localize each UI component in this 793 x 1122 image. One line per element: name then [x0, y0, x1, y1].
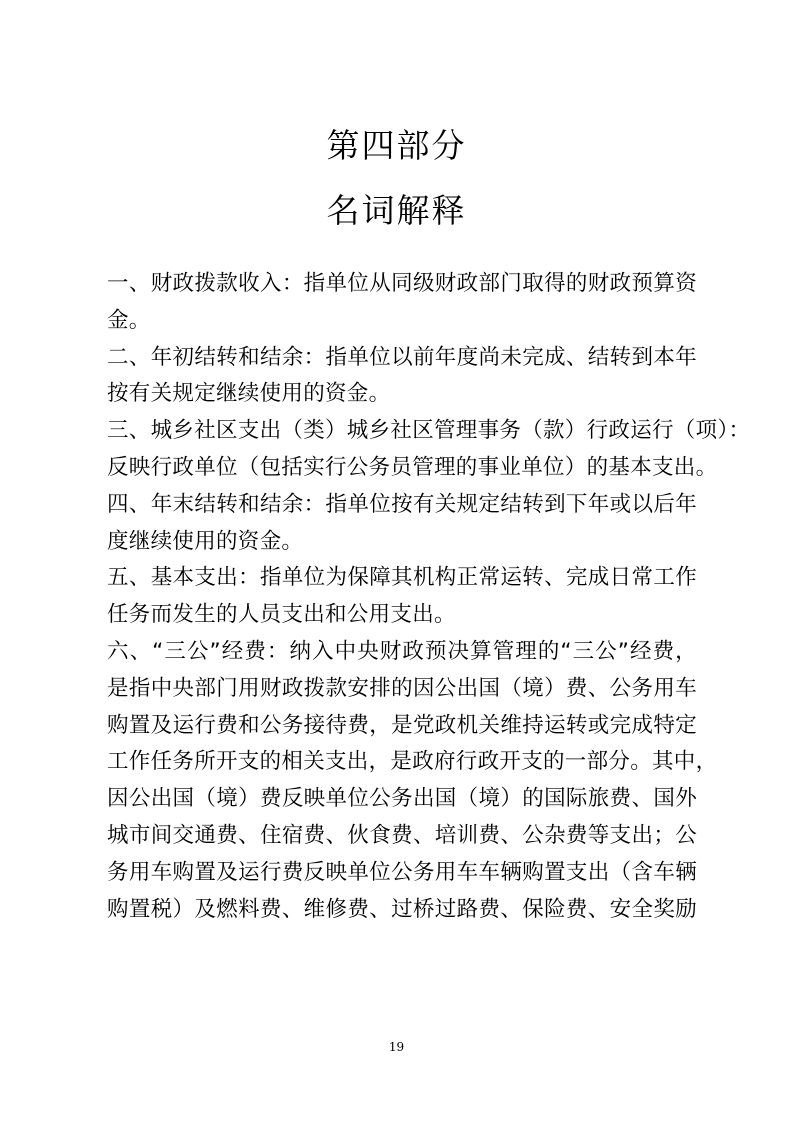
section-title: 名词解释 [326, 191, 467, 231]
text-line: 购置及运行费和公务接待费，是党政机关维持运转或完成特定 [107, 712, 697, 738]
text-line: 四、年末结转和结余：指单位按有关规定结转到下年或以后年 [107, 491, 697, 517]
text-line: 务用车购置及运行费反映单位公务用车车辆购置支出（含车辆 [107, 859, 697, 885]
text-line: 五、基本支出：指单位为保障其机构正常运转、完成日常工作 [107, 565, 697, 591]
part-heading: 第四部分 [326, 126, 467, 166]
text-line: 六、“三公”经费：纳入中央财政预决算管理的“三公”经费， [107, 638, 697, 664]
text-line: 度继续使用的资金。 [107, 528, 304, 554]
text-line: 反映行政单位（包括实行公务员管理的事业单位）的基本支出。 [107, 454, 718, 480]
text-line: 一、财政拨款收入：指单位从同级财政部门取得的财政预算资 [107, 271, 697, 296]
text-line: 工作任务所开支的相关支出，是政府行政开支的一部分。其中， [107, 749, 718, 775]
text-line: 二、年初结转和结余：指单位以前年度尚未完成、结转到本年 [107, 344, 697, 370]
text-line: 金。 [107, 307, 151, 333]
text-line: 是指中央部门用财政拨款安排的因公出国（境）费、公务用车 [107, 675, 697, 701]
glossary-body [107, 266, 751, 928]
text-line: 购置税）及燃料费、维修费、过桥过路费、保险费、安全奖励 [107, 896, 697, 922]
text-line: 任务而发生的人员支出和公用支出。 [107, 602, 456, 628]
page-number: 19 [388, 1040, 405, 1054]
text-line: 三、城乡社区支出（类）城乡社区管理事务（款）行政运行（项）： [107, 418, 751, 444]
text-line: 因公出国（境）费反映单位公务出国（境）的国际旅费、国外 [107, 786, 697, 812]
text-line: 城市间交通费、住宿费、伙食费、培训费、公杂费等支出；公 [107, 822, 697, 848]
text-line: 按有关规定继续使用的资金。 [107, 381, 391, 407]
